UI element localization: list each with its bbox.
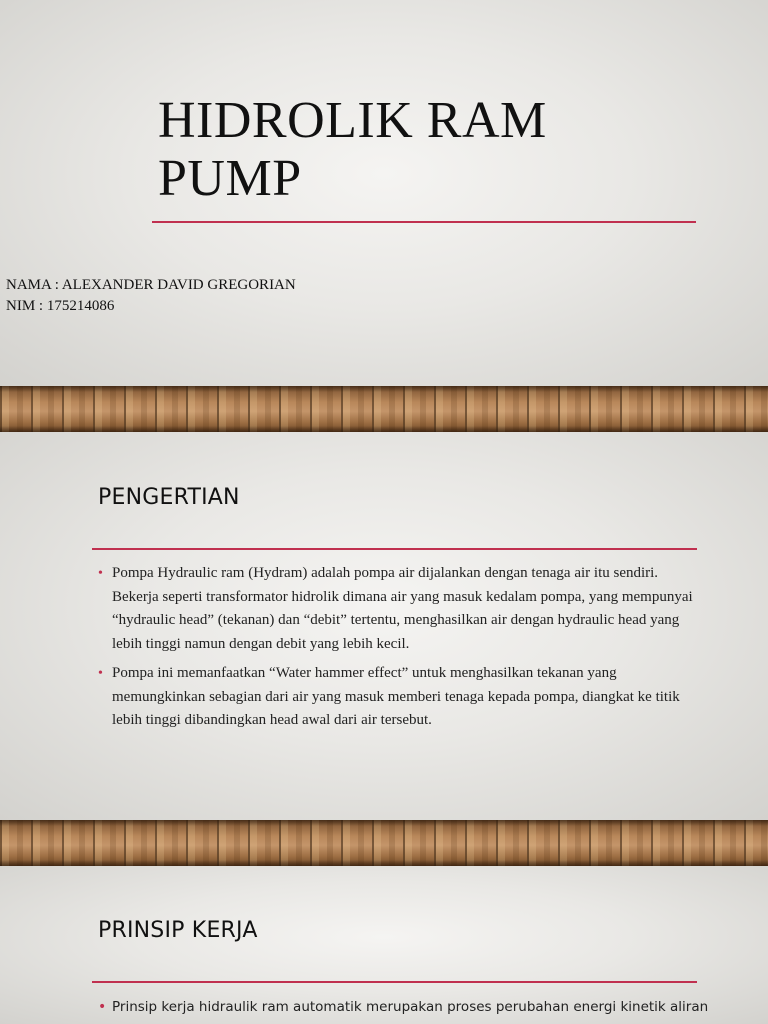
wood-floor-divider (0, 820, 768, 866)
pengertian-slide (0, 432, 768, 820)
section-heading-pengertian: PENGERTIAN (98, 485, 240, 510)
title-divider (152, 221, 696, 223)
section-divider (92, 981, 697, 983)
bullet-text: Pompa ini memanfaatkan “Water hammer effect” untuk menghasilkan tekanan yang memungkinkan sebagian dari air yang masuk memberi tenaga kepada pompa, diangkat ke titik lebih tinggi dibandingkan head awal dari air tersebut. (112, 665, 680, 728)
bullet-list (98, 996, 718, 1024)
title-line-2: PUMP (158, 150, 302, 207)
bullet-icon: • (98, 999, 107, 1015)
list-item (98, 996, 718, 1020)
section-divider (92, 548, 697, 550)
author-info (6, 275, 296, 317)
list-item (98, 662, 698, 733)
bullet-text: Prinsip kerja hidraulik ram automatik merupakan proses perubahan energi kinetik aliran (112, 999, 709, 1015)
wood-floor-divider (0, 386, 768, 432)
list-item (98, 562, 698, 656)
bullet-text: Pompa Hydraulic ram (Hydram) adalah pompa air dijalankan dengan tenaga air itu sendiri. Bekerja seperti transformator hidrolik dimana air yang masuk kedalam pompa, yang mempunyai “hydraulic head” (tekanan) dan “debit” tertentu, menghasilkan air dengan hydraulic head yang lebih tinggi namun dengan debit yang lebih kecil. (112, 565, 693, 652)
author-nim: NIM : 175214086 (6, 298, 115, 314)
title-line-1: HIDROLIK RAM (158, 92, 547, 149)
slide-title (158, 92, 547, 208)
bullet-list (98, 562, 698, 739)
prinsip-kerja-slide (0, 866, 768, 1024)
bullet-icon: • (98, 666, 103, 681)
title-slide (0, 0, 768, 386)
section-heading-prinsip-kerja: PRINSIP KERJA (98, 918, 258, 943)
bullet-icon: • (98, 566, 103, 581)
author-name: NAMA : ALEXANDER DAVID GREGORIAN (6, 277, 296, 293)
